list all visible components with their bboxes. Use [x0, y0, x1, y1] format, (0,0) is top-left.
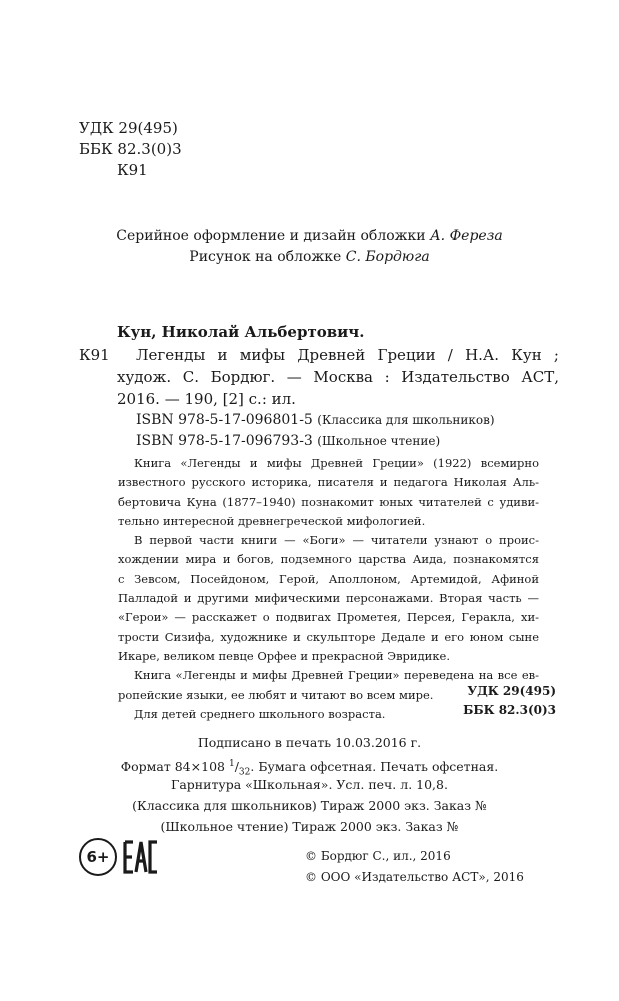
- copyright-line: © ООО «Издательство АСТ», 2016: [305, 870, 524, 884]
- copyright-line: © Бордюг С., ил., 2016: [305, 849, 451, 863]
- udk-code: УДК 29(495): [79, 119, 178, 137]
- cover-art-credit: Рисунок на обложке С. Бордюга: [189, 249, 430, 265]
- annotation-line: В первой части книги — «Боги» — читатели узнают о проис-: [134, 533, 539, 548]
- annotation-line: бертовича Куна (1877–1940) познакомит юных читателей с удиви-: [118, 494, 539, 509]
- annotation-line: с Зевсом, Посейдоном, Герой, Аполлоном, Артемидой, Афиной: [118, 571, 539, 586]
- annotation-line: ропейские языки, ее любят и читают во всем мире.: [118, 687, 434, 702]
- illustrator-name: С. Бордюга: [345, 249, 430, 265]
- annotation-line: «Герои» — расскажет о подвигах Прометея, Персея, Геракла, хи-: [118, 610, 539, 625]
- eac-mark-icon: [123, 840, 159, 874]
- print-run-line: (Классика для школьников) Тираж 2000 экз. Заказ №: [132, 798, 487, 813]
- format-line: Формат 84×108 $^1/_{32}$. Бумага офсетная. Печать офсетная.: [120, 759, 499, 778]
- annotation-line: Икаре, великом певце Орфее и прекрасной Эвридике.: [118, 648, 450, 663]
- annotation-line: хождении мира и богов, подземного царства Аида, познакомятся: [118, 552, 539, 567]
- annotation-line: трости Сизифа, художнике и скульпторе Дедале и его юном сыне: [118, 629, 539, 644]
- annotation-line: Книга «Легенды и мифы Древней Греции» переведена на все ев-: [134, 668, 539, 683]
- isbn-line: ISBN 978-5-17-096801-5 (Классика для школьников): [136, 412, 495, 428]
- annotation-line: Книга «Легенды и мифы Древней Греции» (1922) всемирно: [134, 456, 539, 470]
- signed-date: Подписано в печать 10.03.2016 г.: [197, 735, 422, 750]
- annotation-line: Для детей среднего школьного возраста.: [134, 706, 386, 721]
- bbk-code-bottom: ББК 82.3(0)3: [463, 703, 556, 717]
- bib-author-mark: К91: [79, 346, 110, 364]
- annotation-line: известного русского историка, писателя и педагога Николая Аль-: [118, 475, 539, 490]
- designer-name: А. Фереза: [430, 228, 503, 244]
- age-rating-badge: 6+: [79, 838, 117, 876]
- udk-code-bottom: УДК 29(495): [467, 684, 556, 698]
- author-heading: Кун, Николай Альбертович.: [117, 323, 365, 341]
- annotation-line: Палладой и другими мифическими персонажами. Вторая часть —: [118, 591, 539, 606]
- print-run-line: (Школьное чтение) Тираж 2000 экз. Заказ №: [160, 819, 459, 834]
- series-design-credit: Серийное оформление и дизайн обложки А. Фереза: [116, 228, 503, 244]
- isbn-line: ISBN 978-5-17-096793-3 (Школьное чтение): [136, 433, 441, 449]
- author-mark: К91: [117, 161, 148, 179]
- typeface-line: Гарнитура «Школьная». Усл. печ. л. 10,8.: [171, 777, 448, 792]
- bib-line: Легенды и мифы Древней Греции / Н.А. Кун ;: [136, 346, 559, 364]
- bbk-code: ББК 82.3(0)3: [79, 140, 182, 158]
- annotation-line: тельно интересной древнегреческой мифологией.: [118, 513, 426, 528]
- bib-line: 2016. — 190, [2] с.: ил.: [117, 390, 296, 408]
- bib-line: худож. С. Бордюг. — Москва : Издательство АСТ,: [117, 368, 559, 386]
